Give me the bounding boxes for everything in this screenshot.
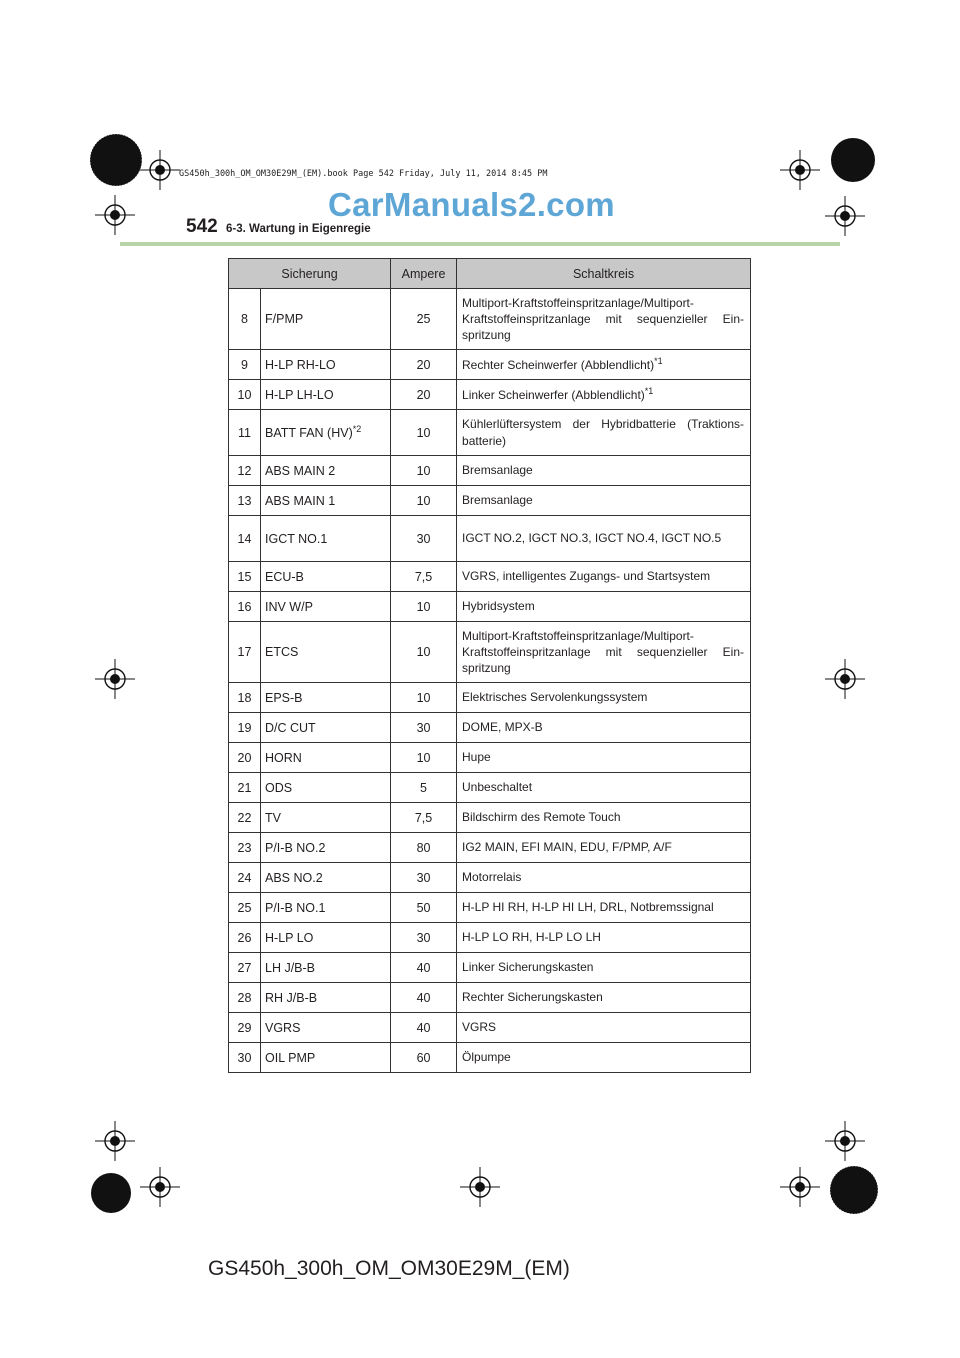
fuse-number-text: 28 bbox=[237, 990, 252, 1005]
fuse-ampere bbox=[391, 833, 457, 863]
fuse-name-text: IGCT NO.1 bbox=[265, 531, 328, 546]
fuse-circuit-text: Bremsanlage bbox=[462, 493, 533, 508]
fuse-ampere bbox=[391, 683, 457, 713]
fuse-name bbox=[261, 953, 391, 983]
fuse-name-text: TV bbox=[265, 810, 281, 825]
fuse-ampere-text: 40 bbox=[416, 990, 431, 1005]
fuse-circuit bbox=[457, 1013, 751, 1043]
fuse-ampere bbox=[391, 1013, 457, 1043]
fuse-ampere bbox=[391, 622, 457, 683]
fuse-number-text: 17 bbox=[237, 645, 252, 659]
footnote-marker: *1 bbox=[644, 386, 654, 397]
fuse-circuit-text: DOME, MPX-B bbox=[462, 720, 543, 735]
crosshair-icon bbox=[140, 150, 180, 190]
fuse-number-text: 24 bbox=[237, 870, 252, 885]
fuse-ampere bbox=[391, 486, 457, 516]
header-rule bbox=[120, 242, 840, 246]
fuse-number bbox=[229, 713, 261, 743]
fuse-circuit-text: Ölpumpe bbox=[462, 1050, 511, 1065]
crosshair-icon bbox=[140, 1167, 180, 1207]
fuse-name bbox=[261, 516, 391, 562]
table-row bbox=[229, 289, 751, 350]
registration-mark-bottom-left-circle bbox=[88, 1170, 134, 1216]
fuse-number bbox=[229, 592, 261, 622]
fuse-number-text: 16 bbox=[237, 599, 252, 614]
footnote-marker: *2 bbox=[352, 424, 362, 435]
section-title: 6-3. Wartung in Eigenregie bbox=[226, 223, 371, 235]
table-row bbox=[229, 743, 751, 773]
fuse-circuit-text: Elektrisches Servolenkungssystem bbox=[462, 690, 648, 705]
fuse-circuit-text: Rechter Sicherungskasten bbox=[462, 990, 603, 1005]
fuse-number bbox=[229, 456, 261, 486]
fuse-name-text: ABS MAIN 2 bbox=[265, 463, 336, 478]
fuse-number bbox=[229, 562, 261, 592]
fuse-name-text: ODS bbox=[265, 780, 293, 795]
fuse-number bbox=[229, 953, 261, 983]
fuse-name-text: H-LP RH-LO bbox=[265, 357, 336, 372]
fuse-ampere-text: 7,5 bbox=[414, 569, 433, 584]
fuse-circuit bbox=[457, 562, 751, 592]
fuse-ampere-text: 10 bbox=[416, 750, 431, 765]
fuse-name-text: ETCS bbox=[265, 645, 299, 659]
fuse-circuit bbox=[457, 410, 751, 456]
fuse-ampere-text: 10 bbox=[416, 493, 431, 508]
fuse-circuit bbox=[457, 863, 751, 893]
fuse-circuit bbox=[457, 380, 751, 410]
crosshair-icon bbox=[825, 1121, 865, 1161]
table-row bbox=[229, 1013, 751, 1043]
crosshair-icon bbox=[780, 150, 820, 190]
fuse-circuit-text: Motorrelais bbox=[462, 870, 522, 885]
table-row bbox=[229, 863, 751, 893]
fuse-number bbox=[229, 1043, 261, 1073]
fuse-circuit-text: Kühlerlüftersystem der Hybridbatterie (Traktions-batterie) bbox=[462, 417, 745, 448]
table-row bbox=[229, 953, 751, 983]
table-header-row bbox=[229, 259, 751, 289]
fuse-number-text: 9 bbox=[241, 357, 248, 372]
fuse-name bbox=[261, 803, 391, 833]
table-row bbox=[229, 622, 751, 683]
fuse-circuit-text: Linker Sicherungskasten bbox=[462, 960, 594, 975]
fuse-circuit bbox=[457, 773, 751, 803]
fuse-circuit bbox=[457, 1043, 751, 1073]
fuse-name bbox=[261, 833, 391, 863]
fuse-circuit bbox=[457, 486, 751, 516]
fuse-ampere bbox=[391, 592, 457, 622]
fuse-circuit bbox=[457, 953, 751, 983]
fuse-number-text: 10 bbox=[237, 387, 252, 402]
fuse-ampere-text: 10 bbox=[416, 425, 431, 440]
fuse-ampere bbox=[391, 743, 457, 773]
fuse-name-text: P/I-B NO.2 bbox=[265, 840, 326, 855]
fuse-name bbox=[261, 683, 391, 713]
fuse-name bbox=[261, 350, 391, 380]
fuse-number bbox=[229, 622, 261, 683]
table-row bbox=[229, 833, 751, 863]
fuse-number-text: 18 bbox=[237, 690, 252, 705]
fuse-ampere-text: 80 bbox=[416, 840, 431, 855]
table-row bbox=[229, 562, 751, 592]
fuse-name-text: ABS MAIN 1 bbox=[265, 493, 336, 508]
fuse-name-text: VGRS bbox=[265, 1020, 301, 1035]
fuse-ampere bbox=[391, 410, 457, 456]
fuse-number-text: 22 bbox=[237, 810, 252, 825]
fuse-name bbox=[261, 713, 391, 743]
fuse-number bbox=[229, 350, 261, 380]
fuse-ampere bbox=[391, 562, 457, 592]
fuse-number-text: 15 bbox=[237, 569, 252, 584]
fuse-name-text: OIL PMP bbox=[265, 1050, 316, 1065]
fuse-name-text: LH J/B-B bbox=[265, 960, 316, 975]
table-row bbox=[229, 516, 751, 562]
fuse-ampere-text: 50 bbox=[416, 900, 431, 915]
fuse-ampere-text: 7,5 bbox=[414, 810, 433, 825]
table-row bbox=[229, 803, 751, 833]
fuse-number-text: 19 bbox=[237, 720, 252, 735]
fuse-ampere bbox=[391, 863, 457, 893]
fuse-number bbox=[229, 983, 261, 1013]
table-row bbox=[229, 683, 751, 713]
fuse-ampere bbox=[391, 953, 457, 983]
fuse-name-text: D/C CUT bbox=[265, 720, 316, 735]
fuse-ampere bbox=[391, 380, 457, 410]
fuse-number-text: 8 bbox=[241, 312, 248, 326]
fuse-name bbox=[261, 289, 391, 350]
fuse-number-text: 30 bbox=[237, 1050, 252, 1065]
table-row bbox=[229, 923, 751, 953]
fuse-name bbox=[261, 743, 391, 773]
fuse-circuit bbox=[457, 350, 751, 380]
fuse-table bbox=[228, 258, 751, 1073]
fuse-circuit bbox=[457, 923, 751, 953]
fuse-ampere bbox=[391, 983, 457, 1013]
crosshair-icon bbox=[825, 659, 865, 699]
footnote-marker: *1 bbox=[654, 356, 663, 367]
table-row bbox=[229, 456, 751, 486]
fuse-circuit-text: IG2 MAIN, EFI MAIN, EDU, F/PMP, A/F bbox=[462, 840, 672, 855]
header-sicherung: Sicherung bbox=[229, 259, 391, 289]
fuse-circuit bbox=[457, 713, 751, 743]
fuse-circuit bbox=[457, 683, 751, 713]
fuse-circuit-text: H-LP HI RH, H-LP HI LH, DRL, Notbremssignal bbox=[462, 900, 714, 915]
fuse-table-body bbox=[229, 289, 751, 1073]
fuse-number-text: 20 bbox=[237, 750, 252, 765]
fuse-number bbox=[229, 486, 261, 516]
fuse-circuit bbox=[457, 456, 751, 486]
fuse-circuit-text: Hupe bbox=[462, 750, 491, 765]
crosshair-icon bbox=[780, 1167, 820, 1207]
table-row bbox=[229, 592, 751, 622]
fuse-number-text: 29 bbox=[237, 1020, 252, 1035]
fuse-ampere-text: 30 bbox=[416, 930, 431, 945]
fuse-number bbox=[229, 773, 261, 803]
fuse-circuit-text: H-LP LO RH, H-LP LO LH bbox=[462, 930, 601, 945]
table-row bbox=[229, 1043, 751, 1073]
fuse-number bbox=[229, 743, 261, 773]
crosshair-icon bbox=[95, 195, 135, 235]
fuse-circuit bbox=[457, 743, 751, 773]
fuse-name-text: RH J/B-B bbox=[265, 990, 318, 1005]
fuse-circuit-text: Bildschirm des Remote Touch bbox=[462, 810, 621, 825]
fuse-number-text: 12 bbox=[237, 463, 252, 478]
header-ampere: Ampere bbox=[391, 259, 457, 289]
fuse-name bbox=[261, 863, 391, 893]
fuse-name bbox=[261, 622, 391, 683]
fuse-number bbox=[229, 833, 261, 863]
fuse-name bbox=[261, 562, 391, 592]
fuse-name bbox=[261, 410, 391, 456]
table-row bbox=[229, 486, 751, 516]
fuse-ampere bbox=[391, 773, 457, 803]
fuse-name bbox=[261, 1013, 391, 1043]
fuse-name bbox=[261, 486, 391, 516]
fuse-number-text: 21 bbox=[237, 780, 252, 795]
fuse-circuit bbox=[457, 592, 751, 622]
fuse-ampere-text: 20 bbox=[416, 387, 431, 402]
footer-document-id: GS450h_300h_OM_OM30E29M_(EM) bbox=[208, 1257, 570, 1280]
fuse-circuit bbox=[457, 983, 751, 1013]
fuse-name bbox=[261, 983, 391, 1013]
fuse-number bbox=[229, 1013, 261, 1043]
fuse-circuit-text: VGRS bbox=[462, 1020, 497, 1035]
table-row bbox=[229, 350, 751, 380]
fuse-ampere-text: 30 bbox=[416, 720, 431, 735]
fuse-number-text: 11 bbox=[238, 425, 251, 440]
fuse-ampere-text: 30 bbox=[416, 531, 431, 546]
fuse-number bbox=[229, 289, 261, 350]
fuse-name bbox=[261, 923, 391, 953]
fuse-ampere bbox=[391, 456, 457, 486]
table-row bbox=[229, 983, 751, 1013]
fuse-ampere-text: 5 bbox=[420, 780, 427, 795]
fuse-number bbox=[229, 410, 261, 456]
fuse-name-text: P/I-B NO.1 bbox=[265, 900, 326, 915]
table-row bbox=[229, 713, 751, 743]
fuse-ampere bbox=[391, 516, 457, 562]
fuse-name-text: H-LP LO bbox=[265, 930, 314, 945]
table-row bbox=[229, 773, 751, 803]
fuse-circuit-text: Bremsanlage bbox=[462, 463, 533, 478]
fuse-circuit bbox=[457, 833, 751, 863]
fuse-number-text: 13 bbox=[237, 493, 252, 508]
table-row bbox=[229, 893, 751, 923]
fuse-ampere bbox=[391, 1043, 457, 1073]
crosshair-icon bbox=[825, 196, 865, 236]
fuse-number bbox=[229, 683, 261, 713]
page-number: 542 bbox=[186, 216, 218, 237]
fuse-ampere-text: 40 bbox=[416, 1020, 431, 1035]
table-row bbox=[229, 410, 751, 456]
fuse-name bbox=[261, 893, 391, 923]
fuse-ampere-text: 10 bbox=[416, 463, 431, 478]
registration-mark-top-right-circle bbox=[828, 135, 878, 185]
fuse-name bbox=[261, 592, 391, 622]
fuse-number-text: 26 bbox=[237, 930, 252, 945]
fuse-ampere-text: 20 bbox=[416, 357, 431, 372]
fuse-name-text: INV W/P bbox=[265, 599, 313, 614]
fuse-circuit-text: Multiport-Kraftstoffeinspritzanlage/Multiport-Kraftstoffeinspritzanlage mit sequenzieller Ein-spritzung bbox=[462, 295, 745, 343]
fuse-name-text: HORN bbox=[265, 750, 302, 765]
fuse-ampere-text: 10 bbox=[416, 599, 431, 614]
table-row bbox=[229, 380, 751, 410]
fuse-ampere bbox=[391, 923, 457, 953]
fuse-ampere bbox=[391, 350, 457, 380]
fuse-ampere-text: 40 bbox=[416, 960, 431, 975]
fuse-number-text: 27 bbox=[237, 960, 252, 975]
fuse-circuit-text: Rechter Scheinwerfer (Abblendlicht) bbox=[462, 358, 655, 373]
fuse-name-text: F/PMP bbox=[265, 312, 304, 326]
registration-mark-top-left-circle bbox=[86, 130, 146, 190]
fuse-number bbox=[229, 893, 261, 923]
crosshair-icon bbox=[95, 1121, 135, 1161]
fuse-ampere-text: 10 bbox=[416, 645, 431, 659]
fuse-circuit-text: Hybridsystem bbox=[462, 599, 535, 614]
fuse-ampere-text: 30 bbox=[416, 870, 431, 885]
crosshair-icon bbox=[95, 659, 135, 699]
fuse-name bbox=[261, 456, 391, 486]
fuse-name-text: BATT FAN (HV) bbox=[265, 426, 353, 441]
watermark-logo: CarManuals2.com bbox=[328, 186, 615, 223]
fuse-number-text: 25 bbox=[237, 900, 252, 915]
fuse-number bbox=[229, 863, 261, 893]
fuse-circuit-text: VGRS, intelligentes Zugangs- und Startsystem bbox=[462, 569, 711, 584]
fuse-number-text: 14 bbox=[237, 531, 252, 546]
fuse-ampere-text: 25 bbox=[416, 312, 431, 326]
fuse-name bbox=[261, 1043, 391, 1073]
registration-mark-bottom-right-circle bbox=[826, 1162, 882, 1218]
fuse-circuit bbox=[457, 803, 751, 833]
fuse-circuit-text: Multiport-Kraftstoffeinspritzanlage/Multiport-Kraftstoffeinspritzanlage mit sequenzieller Ein-spritzung bbox=[462, 628, 745, 676]
fuse-circuit bbox=[457, 516, 751, 562]
fuse-ampere bbox=[391, 289, 457, 350]
fuse-circuit-text: Unbeschaltet bbox=[462, 780, 533, 795]
fuse-name-text: ABS NO.2 bbox=[265, 870, 323, 885]
fuse-name bbox=[261, 773, 391, 803]
book-info-line: GS450h_300h_OM_OM30E29M_(EM).book Page 542 Friday, July 11, 2014 8:45 PM bbox=[179, 169, 548, 179]
fuse-circuit bbox=[457, 622, 751, 683]
fuse-ampere-text: 60 bbox=[416, 1050, 431, 1065]
fuse-number bbox=[229, 516, 261, 562]
fuse-ampere bbox=[391, 803, 457, 833]
fuse-name-text: ECU-B bbox=[265, 569, 304, 584]
fuse-circuit-text: Linker Scheinwerfer (Abblendlicht) bbox=[462, 388, 645, 403]
fuse-ampere bbox=[391, 713, 457, 743]
fuse-name-text: H-LP LH-LO bbox=[265, 387, 334, 402]
fuse-circuit bbox=[457, 893, 751, 923]
fuse-ampere-text: 10 bbox=[416, 690, 431, 705]
fuse-number bbox=[229, 380, 261, 410]
fuse-name-text: EPS-B bbox=[265, 690, 303, 705]
fuse-ampere bbox=[391, 893, 457, 923]
fuse-circuit-text: IGCT NO.2, IGCT NO.3, IGCT NO.4, IGCT NO.5 bbox=[462, 531, 722, 546]
fuse-number-text: 23 bbox=[237, 840, 252, 855]
fuse-number bbox=[229, 803, 261, 833]
header-schaltkreis: Schaltkreis bbox=[457, 259, 751, 289]
fuse-circuit bbox=[457, 289, 751, 350]
fuse-name bbox=[261, 380, 391, 410]
fuse-number bbox=[229, 923, 261, 953]
crosshair-icon bbox=[460, 1167, 500, 1207]
